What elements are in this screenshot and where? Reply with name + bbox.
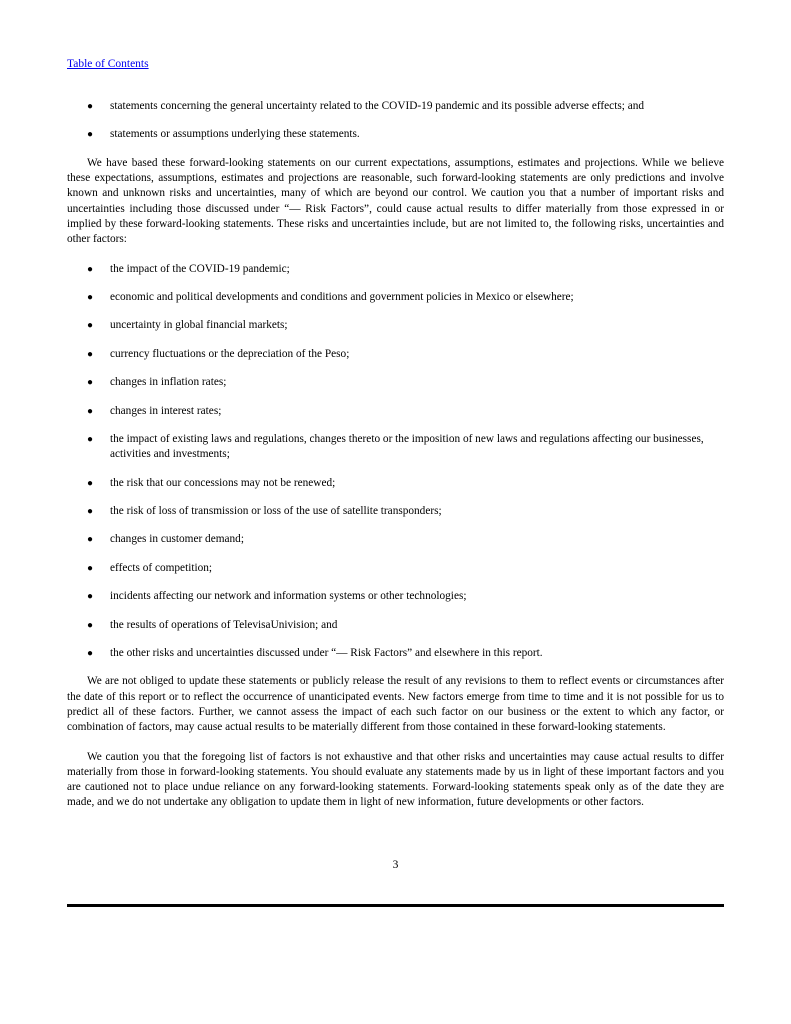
paragraph-caution: We caution you that the foregoing list of factors is not exhaustive and that other risks and uncertainties may cause actual results to differ materially from those in forward-looking statements. You should evaluate any statements made by us in light of these important factors and you are cautioned not to place undue reliance on any forward-looking statements. Forward-looking statements speak only as of the date they are made, and we do not undertake any obligation to update them in light of new information, future developments or other factors. [67,750,724,809]
document-body [67,99,724,825]
bullet-icon: ● [87,348,94,360]
bullet-icon: ● [87,377,94,389]
list-item: ● changes in inflation rates; [67,375,724,390]
list-item: ● economic and political developments and conditions and government policies in Mexico or elsewhere; [67,290,724,305]
bullet-icon: ● [87,405,94,417]
bullet-icon: ● [87,263,94,275]
list-item: ● currency fluctuations or the depreciation of the Peso; [67,347,724,362]
list-item: ● the risk that our concessions may not be renewed; [67,476,724,491]
bullet-icon: ● [87,320,94,332]
risk-factor-list [67,262,724,662]
list-item: ● the results of operations of TelevisaUnivision; and [67,618,724,633]
list-item: ● statements concerning the general uncertainty related to the COVID-19 pandemic and its possible adverse effects; and [67,99,724,114]
list-item: ● uncertainty in global financial markets; [67,318,724,333]
paragraph-no-obligation: We are not obliged to update these statements or publicly release the result of any revisions to them to reflect events or circumstances after the date of this report or to reflect the occurrence of unanticipated events. New factors emerge from time to time and it is not possible for us to predict all of these factors. Further, we cannot assess the impact of each such factor on our business or the extent to which any factor, or combination of factors, may cause actual results to be materially different from those contained in these forward-looking statements. [67,675,724,734]
paragraph-intro: We have based these forward-looking statements on our current expectations, assumptions, estimates and projections. While we believe these expectations, assumptions, estimates and projections are reasonable, such forward-looking statements are only predictions and involve known and unknown risks and uncertainties, many of which are beyond our control. We caution you that a number of important risks and uncertainties including those discussed under “— Risk Factors”, could cause actual results to differ materially from those expressed in or implied by these forward-looking statements. These risks and uncertainties include, but are not limited to, the following risks, uncertainties and other factors: [67,156,724,246]
bullet-icon: ● [87,562,94,574]
bullet-icon: ● [87,647,94,659]
page-number: 3 [392,859,399,871]
list-item: ● changes in customer demand; [67,532,724,547]
bullet-icon: ● [87,591,94,603]
list-item: ● changes in interest rates; [67,404,724,419]
page-divider [67,904,724,907]
bullet-icon: ● [87,534,94,546]
bullet-icon: ● [87,129,94,141]
list-item: ● incidents affecting our network and information systems or other technologies; [67,589,724,604]
list-item: ● statements or assumptions underlying these statements. [67,127,724,142]
list-item: ● effects of competition; [67,561,724,576]
bullet-icon: ● [87,505,94,517]
list-item: ● the risk of loss of transmission or loss of the use of satellite transponders; [67,504,724,519]
intro-bullet-list [67,99,724,143]
list-item: ● the impact of the COVID-19 pandemic; [67,262,724,277]
list-item: ● the impact of existing laws and regulations, changes thereto or the imposition of new laws and regulations affecting our businesses, activities and investments; [87,432,704,461]
bullet-icon: ● [87,291,94,303]
table-of-contents-link[interactable]: Table of Contents [67,58,149,70]
bullet-icon: ● [87,477,94,489]
bullet-icon: ● [87,101,94,112]
bullet-icon: ● [87,619,94,631]
list-item: ● the other risks and uncertainties discussed under “— Risk Factors” and elsewhere in this report. [67,646,724,661]
bullet-icon: ● [87,433,94,445]
